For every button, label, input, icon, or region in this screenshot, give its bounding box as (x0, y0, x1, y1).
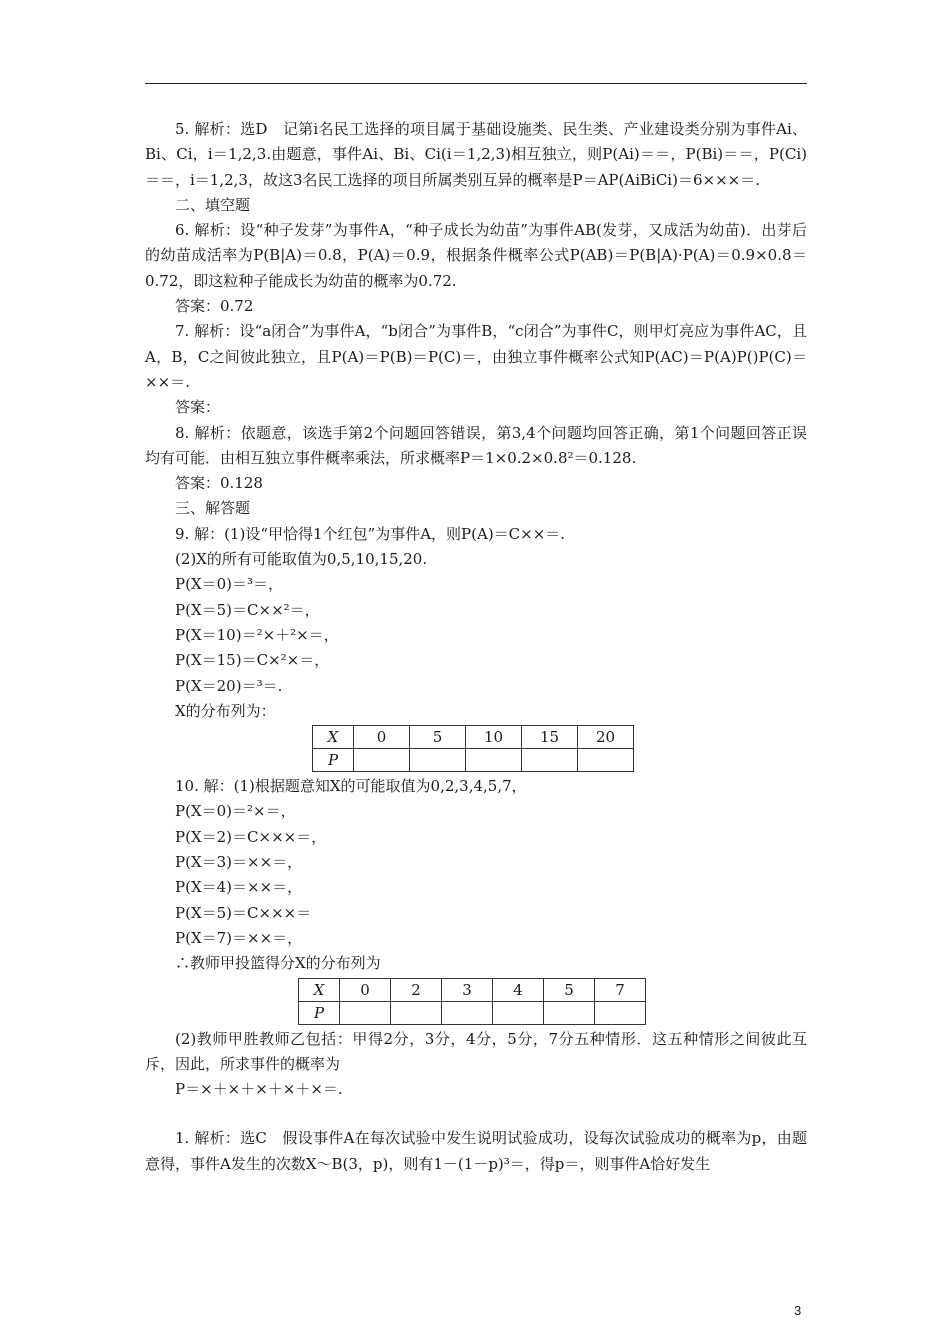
table-cell (340, 1001, 391, 1024)
header-rule (145, 83, 807, 84)
table-cell: 5 (544, 978, 595, 1001)
table-cell (442, 1001, 493, 1024)
distribution-label-10: ∴教师甲投篮得分X的分布列为 (175, 954, 381, 973)
answer-8: 答案：0.128 (175, 474, 263, 493)
table-cell: 7 (595, 978, 646, 1001)
table-cell: 5 (410, 726, 466, 749)
table-cell (544, 1001, 595, 1024)
table-row (313, 726, 634, 749)
equation-line: P(X＝2)＝C×××＝， (175, 827, 327, 846)
solution-10-final: P＝×＋×＋×＋×＋×＝. (175, 1080, 343, 1099)
table-cell (493, 1001, 544, 1024)
equation-line: P(X＝15)＝C×²×＝， (175, 651, 330, 670)
table-cell (391, 1001, 442, 1024)
solution-10-part1: 10. 解：(1)根据题意知X的可能取值为0,2,3,4,5,7， (175, 777, 527, 796)
table-cell: 0 (354, 726, 410, 749)
table-cell (595, 1001, 646, 1024)
table-cell: X (299, 978, 340, 1001)
section-gap (145, 1102, 807, 1126)
table-cell (578, 749, 634, 772)
table-cell: 20 (578, 726, 634, 749)
solution-9-part1: 9. 解：(1)设“甲恰得1个红包”为事件A，则P(A)＝C××＝. (175, 524, 566, 543)
section-heading-fill-in: 二、填空题 (175, 195, 251, 214)
table-cell (410, 749, 466, 772)
solution-1: 1. 解析：选C 假设事件A在每次试验中发生说明试验成功，设每次试验成功的概率为p，由题意得，事件A发生的次数X～B(3，p)，则有1－(1－p)³＝，得p＝，则事件A恰好发生 (145, 1129, 807, 1173)
distribution-label-9: X的分布列为： (175, 701, 276, 720)
table-cell: P (313, 749, 354, 772)
table-cell: 4 (493, 978, 544, 1001)
solution-8: 8. 解析：依题意，该选手第2个问题回答错误，第3,4个问题均回答正确，第1个问题回答正误均有可能．由相互独立事件概率乘法，所求概率P＝1×0.2×0.8²＝0.128. (145, 423, 807, 467)
table-cell (522, 749, 578, 772)
table-cell: P (299, 1001, 340, 1024)
equation-line: P(X＝5)＝C××²＝， (175, 600, 320, 619)
table-cell: 3 (442, 978, 493, 1001)
table-cell: 0 (340, 978, 391, 1001)
answer-6: 答案：0.72 (175, 297, 254, 316)
solution-6: 6. 解析：设“种子发芽”为事件A，“种子成长为幼苗”为事件AB(发芽，又成活为幼苗)．出芽后的幼苗成活率为P(B|A)＝0.8，P(A)＝0.9，根据条件概率公式P(AB)＝P(B|A)·P(A)＝0.9×0.8＝0.72，即这粒种子能成长为幼苗的概率为0.72. (145, 221, 807, 290)
equation-line: P(X＝10)＝²×＋²×＝， (175, 625, 339, 644)
equation-line: P(X＝0)＝³＝， (175, 575, 284, 594)
equation-line: P(X＝0)＝²×＝， (175, 802, 296, 821)
table-row (299, 978, 646, 1001)
equation-line: P(X＝4)＝××＝， (175, 878, 303, 897)
table-cell: 15 (522, 726, 578, 749)
equation-line: P(X＝3)＝××＝， (175, 853, 303, 872)
table-cell (466, 749, 522, 772)
equation-line: P(X＝5)＝C×××＝ (175, 903, 312, 922)
distribution-table-10 (298, 978, 646, 1025)
page-number: 3 (794, 1303, 802, 1318)
table-row (313, 749, 634, 772)
solution-10-part2: (2)教师甲胜教师乙包括：甲得2分，3分，4分，5分，7分五种情形．这五种情形之间彼此互斥，因此，所求事件的概率为 (145, 1029, 807, 1073)
table-cell: 10 (466, 726, 522, 749)
solution-7: 7. 解析：设“a闭合”为事件A，“b闭合”为事件B，“c闭合”为事件C，则甲灯亮应为事件AC，且A，B，C之间彼此独立，且P(A)＝P(B)＝P(C)＝，由独立事件概率公式知P(AC)＝P(A)P()P(C)＝××＝. (145, 322, 807, 391)
table-cell: X (313, 726, 354, 749)
solution-9-part2: (2)X的所有可能取值为0,5,10,15,20. (175, 550, 428, 569)
document-body (145, 117, 807, 1177)
equation-line: P(X＝20)＝³＝. (175, 676, 283, 695)
equation-line: P(X＝7)＝××＝， (175, 928, 303, 947)
solution-5: 5. 解析：选D 记第i名民工选择的项目属于基础设施类、民生类、产业建设类分别为事件Ai、Bi、Ci，i＝1,2,3.由题意，事件Ai、Bi、Ci(i＝1,2,3)相互独立，则P(Ai)＝＝，P(Bi)＝＝，P(Ci)＝＝，i＝1,2,3，故这3名民工选择的项目所属类别互异的概率是P＝AP(AiBiCi)＝6×××＝. (145, 120, 807, 189)
table-cell: 2 (391, 978, 442, 1001)
table-cell (354, 749, 410, 772)
answer-7: 答案： (175, 398, 221, 417)
table-row (299, 1001, 646, 1024)
section-heading-solve: 三、解答题 (175, 499, 251, 518)
distribution-table-9 (312, 725, 634, 772)
